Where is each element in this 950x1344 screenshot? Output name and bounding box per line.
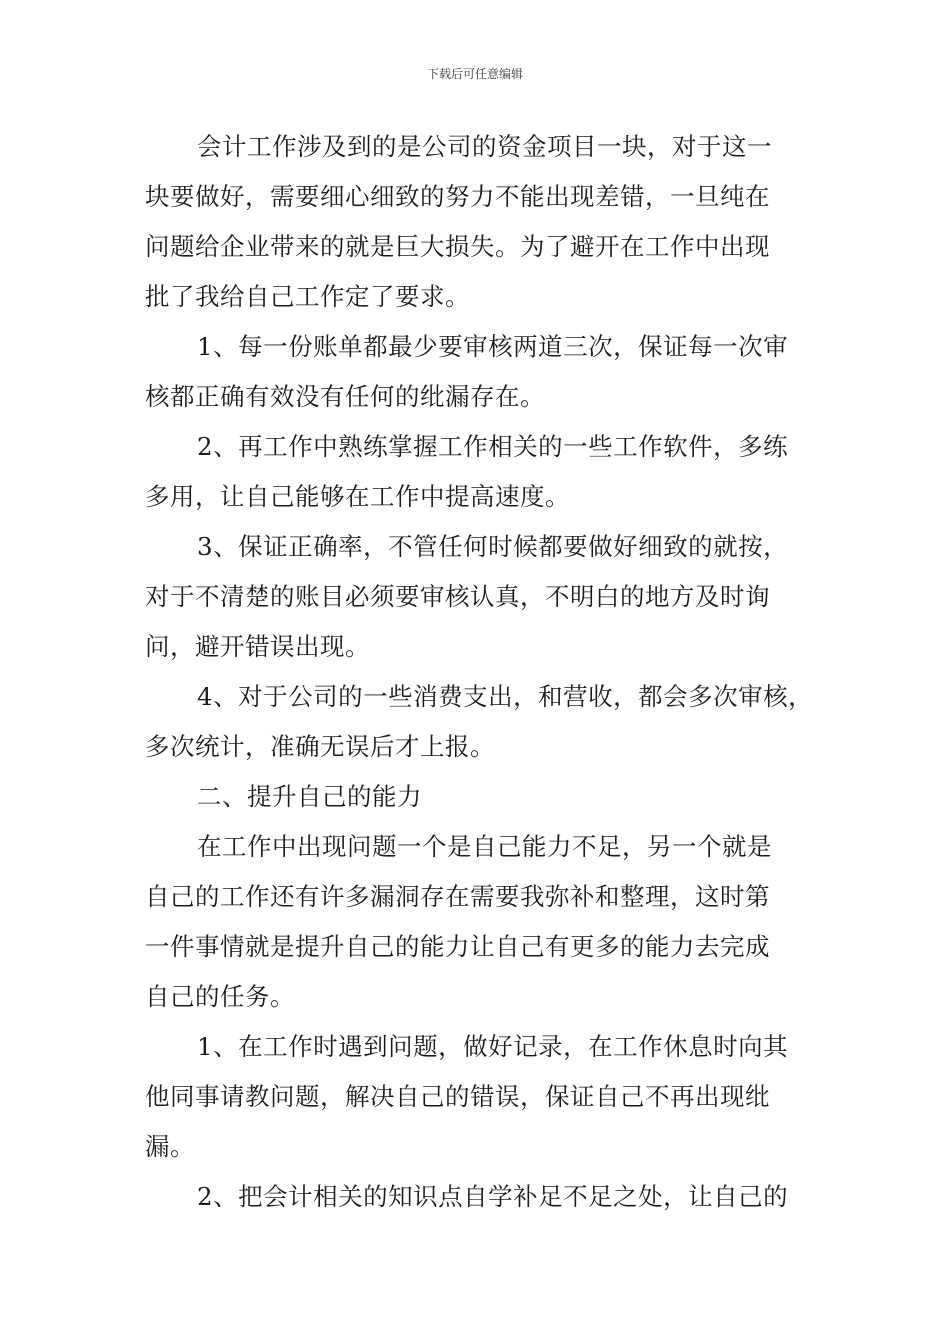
text-line: 1、在工作时遇到问题，做好记录，在工作休息时向其 — [197, 1032, 789, 1061]
text-line: 在工作中出现问题一个是自己能力不足，另一个就是 — [197, 832, 772, 861]
text-line: 漏。 — [145, 1132, 195, 1161]
text-line: 块要做好，需要细心细致的努力不能出现差错，一旦纯在 — [145, 182, 770, 211]
text-line: 他同事请教问题，解决自己的错误，保证自己不再出现纰 — [145, 1082, 770, 1111]
text-line: 问，避开错误出现。 — [145, 632, 370, 661]
document-body — [145, 122, 813, 1222]
text-line: 核都正确有效没有任何的纰漏存在。 — [145, 382, 545, 411]
text-line: 1、每一份账单都最少要审核两道三次，保证每一次审 — [197, 332, 789, 361]
text-line: 会计工作涉及到的是公司的资金项目一块，对于这一 — [197, 132, 772, 161]
text-line: 对于不清楚的账目必须要审核认真，不明白的地方及时询 — [145, 582, 770, 611]
section-heading: 二、提升自己的能力 — [197, 782, 422, 811]
text-line: 自己的任务。 — [145, 982, 295, 1011]
text-line: 一件事情就是提升自己的能力让自己有更多的能力去完成 — [145, 932, 770, 961]
text-line: 问题给企业带来的就是巨大损失。为了避开在工作中出现 — [145, 232, 770, 261]
text-line: 多次统计，准确无误后才上报。 — [145, 732, 495, 761]
text-line: 多用，让自己能够在工作中提高速度。 — [145, 482, 570, 511]
text-line: 3、保证正确率，不管任何时候都要做好细致的就按， — [197, 532, 789, 561]
page-header: 下载后可任意编辑 — [426, 67, 523, 81]
text-line: 2、再工作中熟练掌握工作相关的一些工作软件，多练 — [197, 432, 789, 461]
text-line: 批了我给自己工作定了要求。 — [145, 282, 470, 311]
text-line: 4、对于公司的一些消费支出，和营收，都会多次审核， — [197, 682, 814, 711]
text-line: 自己的工作还有许多漏洞存在需要我弥补和整理，这时第 — [145, 882, 770, 911]
text-line: 2、把会计相关的知识点自学补足不足之处，让自己的 — [197, 1182, 789, 1211]
